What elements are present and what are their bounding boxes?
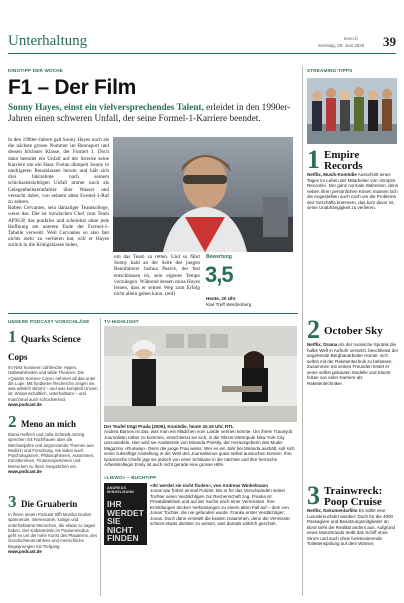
streaming-description	[307, 342, 399, 386]
screening-info	[206, 296, 251, 307]
streaming-genre: Netflix, Musik-Komödie	[307, 172, 357, 177]
podcast-item	[8, 492, 98, 554]
screening-time: Heute, 20 Uhr	[206, 296, 236, 301]
streaming-item	[307, 481, 399, 547]
tv-kicker: TV-HIGHLIGHT	[104, 319, 139, 324]
issue-date: Sonntag, 29. Juni 2025	[318, 43, 365, 48]
podcast-title: Die Gruaberin	[20, 499, 78, 509]
streaming-description	[307, 172, 399, 211]
cover-title-line: NICHT	[107, 524, 133, 535]
streaming-number: 3	[307, 481, 320, 510]
streaming-text: Ausschnitt eines Tages im Leben der Mitarbeiter von «Empire Records». Der ganz normale Wahnsinn, denn neben ihren persönlichen Krisen müssen sich die Angestellten auch noch um die Probleme des Geschäfts kümmern, das kurz davor ist, seine Unabhängigkeit zu verlieren.	[307, 172, 399, 210]
movie-still-image	[113, 137, 293, 252]
section-title: Unterhaltung	[8, 33, 88, 49]
podcast-number: 1	[8, 327, 17, 346]
article-column-1: In den 1990er-Jahren galt Sonny Hayes noch als die nächste grosse Nummer im Rennsport und dessen höchster Klasse, der Formel 1. Doch dann beendet ein Unfall auf der Strecke seine Karriere um ein Haar. Fortan dümpelt Sonny in niedrigeren Rennklassen herum und hält sich drei Jahrzehnte nach seinem schicksalsträchtigen Unfall immer noch als Gelegenheitsrennfahrer über Wasser und versucht dabei, von seinem alten Formel-1-Ruf zu zehren. Ruben Cervantes, sein damaliger Teamkollege, weiss das. Der ist inzwischen Chef vom Team APXGP, das punktlos und scheinbar ohne jede Hoffnung am unteren Ende der Formel-1-Tabelle verweilt. Weil Cervantes so also fast nichts mehr zu verlieren hat, will er Hayes zurück in die Königsklasse holen,	[8, 137, 109, 249]
podcast-link[interactable]: www.podcast.de	[8, 549, 42, 555]
streaming-number: 1	[307, 145, 320, 174]
book-cover-image	[104, 483, 147, 545]
podcast-number: 2	[8, 412, 17, 431]
streaming-number: 2	[307, 315, 320, 344]
lead-highlight: Sonny Hayes, einst ein vielversprechendes Talent,	[8, 103, 204, 113]
podcast-description: Im Netz kursieren zahlreiche Hypes, Halbwahrheiten und wilde Theorien. Die «Quarks Science Cops» nehmen all das unter die Lupe. Mit fundierter Recherche zeigen sie, was wirklich stimmt – und was komplett Unsinn ist. Wissenschaftlich, unterhaltsam – und manchmal auch schockierend.	[8, 365, 98, 402]
page-number: 39	[383, 34, 396, 49]
streaming-text: Es sollte eine Luxuskreuzfahrt werden: Doch für die 4000 Passagiere und Besatzungsmitglieder an Bord sieht die Realität anders aus. Aufgrund eines Motorbrands treibt das Schiff ohne Strom und auch ohne funktionierende Toilettenspülung auf dem Wasser.	[307, 508, 396, 546]
cover-title-line: IHR	[107, 499, 122, 509]
tv-description	[104, 424, 297, 468]
cover-title-line: SIE	[107, 516, 121, 526]
tv-still-image	[104, 326, 297, 422]
streaming-title: October Sky	[324, 325, 383, 337]
cover-title-line: WERDET	[107, 507, 144, 518]
podcast-kicker: UNSERE PODCAST-VORSCHLÄGE	[8, 319, 90, 324]
streaming-description	[307, 508, 399, 547]
column-divider-left	[100, 318, 101, 596]
podcast-link[interactable]: www.podcast.de	[8, 402, 42, 408]
streaming-text: Als der russische Sputnik die halbe Welt in Aufruhr versetzt, beschliesst der angehende Bergbauarbeiter Homer, sich selbst mit der Raketentechnik zu befassen. Zusammen mit seinen Freunden testet er seine selbst gebauten Modelle und träumt fortan von einer Karriere als Raketentechniker.	[307, 342, 399, 386]
article-column-2: um das Team zu retten. Und so fährt Sonny bald an der Seite des jungen Rennfahrers Joshua Pearce, der fest entschlossen ist, sein eigenes Tempo vorzulegen. Während dessen muss Hayes lernen, dass er seinen Weg zum Erfolg nicht allein gehen kann. (red)	[114, 254, 200, 298]
kinotipp-kicker: KINOTIPP DER WOCHE	[8, 68, 64, 73]
book-cover-author: ANDREAS WINKELMANN	[107, 486, 134, 494]
brand-name: tewo.li	[344, 37, 358, 42]
podcast-item	[8, 412, 98, 474]
streaming-genre: Netflix, Dokumentarfilm	[307, 508, 358, 513]
streaming-title: Trainwreck: Poop Cruise	[324, 485, 383, 508]
book-text: Jonas war früher einmal Polizist. Bis er für das Verschwinden seiner Tochter einen Verdächtigen zur Rechenschaft zog. Franka ist Privatdetektivin und auf der Suche nach einer Vermissten. Ihre Ermittlungen decken Verbindungen zu einem alten Fall auf – dem von Jonas' Tochter, die nie gefunden wurde. Franka erster Verdächtiger: Jonas. Doch dann ermittelt die beiden zusammen, denn die Vermisste scheint etwas darüber zu wissen, was damals wirklich geschah.	[150, 488, 290, 527]
book-description	[150, 483, 298, 527]
header-divider	[8, 53, 396, 54]
podcast-item	[8, 327, 98, 407]
podcast-link[interactable]: www.podcast.de	[8, 469, 42, 475]
podcast-title: Meno an mich	[20, 419, 76, 429]
article-headline: F1 – Der Film	[8, 76, 136, 99]
streaming-genre: Netflix, Drama	[307, 342, 338, 347]
streaming-cast-image	[307, 78, 397, 144]
lead-text: erleidet in den 1990er-Jahren einen schweren Unfall, der seine Formel-1-Karriere beendet.	[8, 103, 291, 124]
page-header	[0, 0, 404, 56]
streaming-kicker: STREAMING-TIPPS	[307, 68, 353, 73]
book-cover-title	[107, 500, 144, 543]
tv-text: Andrea Barnes ist das, was man ein Mädchen vom Lande nennen könnte. Um ihrem Traumjob Journalistin näher zu kommen, entschliesst sie sich, in die Glitzer-Metropole New York City umzusiedeln. Hier wird sie Assistentin von Miranda Priestly, der Herausgeberin des Mode-Magazins «Runway». Denn die junge Frau weiss: Wer es ein Jahr bei Miranda aushält, soll sich seine zukünftige Anstellung in der Welt des Journalismus quasi selbst aussuchen können. Ihre tyrannische Chefin jagt sie jedoch von einer Schikane in die nächste und ihre herrische Arbeitskollegin Emily ist auch nicht gerade eine grosse Hilfe.	[104, 429, 295, 468]
tv-caption: Der Teufel trägt Prada (2006), Komödie, heute 20.15 Uhr, RTL	[104, 424, 234, 429]
podcast-number: 3	[8, 492, 17, 511]
podcast-title: Quarks Science Cops	[8, 334, 81, 362]
article-lead	[8, 103, 294, 125]
book-caption: «Ihr werdet sie nicht finden», von Andreas Winkelmann	[150, 483, 269, 488]
cover-title-line: FINDEN	[107, 533, 139, 543]
rating-label: Bewertung	[206, 254, 232, 260]
article-bottom-divider	[8, 313, 298, 314]
streaming-item	[307, 145, 399, 211]
column-divider-right	[302, 66, 303, 596]
podcast-description: Diana Helfrich und Julia Schmidt-Jortzig sprechen mit Fachfrauen über die Wechseljahre und angrenzende Themen aus Medizin und Forschung. Sie laden auch Psychologinnen, Philosophinnen, Autorinnen, Künstlerinnen, Finanzexpertinnen und Menschen zu ihren Gesprächen ein.	[8, 432, 95, 469]
streaming-item	[307, 315, 399, 386]
buchtipp-kicker: «LIEWO» – BUCHTIPP	[104, 475, 157, 480]
screening-venue: Kiwi Treff Werdenberg	[206, 301, 252, 307]
rating-value: 3,5	[205, 262, 233, 287]
streaming-title: Empire Records	[324, 149, 363, 172]
podcast-description: In ihrem neuen Podcast trifft Monika Gruber spannende, interessante, lustige und unterhaltsame Menschen, die etwas zu sagen haben. Der Kabarettistin im Pausenmodus geht es um die hohe Kunst des Plauderns, des Geschichtenerzählens und menschliche Begegnungen mit Tiefgang.	[8, 512, 98, 549]
